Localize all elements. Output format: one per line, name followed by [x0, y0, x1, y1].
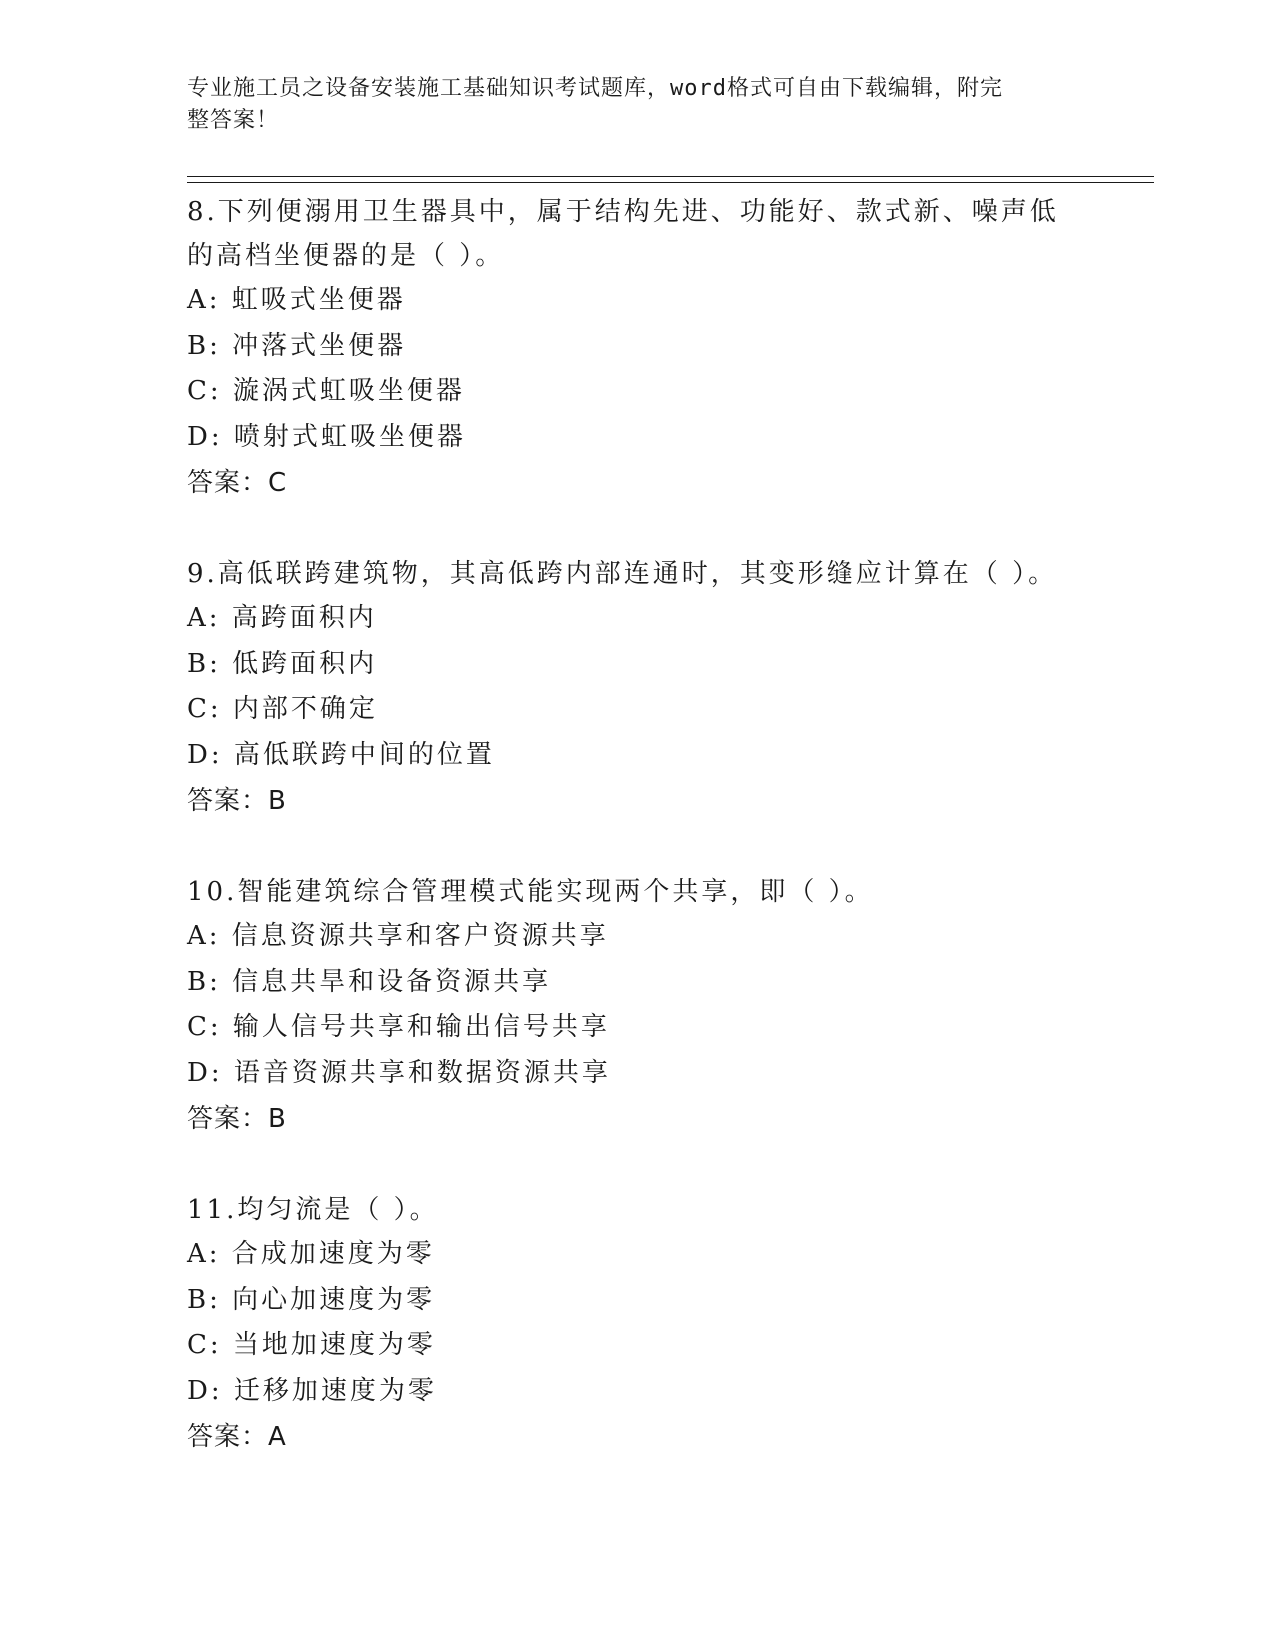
question-9 [187, 552, 1087, 824]
question-spacer [187, 506, 1087, 552]
option-b: B: 信息共旱和设备资源共享 [187, 966, 552, 997]
option-a: A: 高跨面积内 [187, 603, 377, 633]
question-stem: 8.下列便溺用卫生器具中，属于结构先进、功能好、款式新、噪声低 [187, 197, 1059, 227]
question-stem: 11.均匀流是（ ）。 [187, 1195, 439, 1225]
option-d: D: 语音资源共享和数据资源共享 [187, 1057, 611, 1088]
answer-line: 答案：B [187, 1104, 287, 1134]
question-stem: 10.智能建筑综合管理模式能实现两个共享，即（ ）。 [187, 877, 874, 907]
option-a: A: 合成加速度为零 [187, 1239, 435, 1269]
question-8 [187, 190, 1087, 506]
option-b: B: 向心加速度为零 [187, 1284, 436, 1315]
answer-line: 答案：A [187, 1422, 287, 1452]
answer-line: 答案：B [187, 786, 287, 816]
question-stem: 9.高低联跨建筑物，其高低跨内部连通时，其变形缝应计算在（ ）。 [187, 559, 1058, 589]
option-d: D: 迁移加速度为零 [187, 1375, 437, 1406]
option-a: A: 虹吸式坐便器 [187, 285, 406, 315]
option-c: C: 漩涡式虹吸坐便器 [187, 376, 465, 406]
option-d: D: 高低联跨中间的位置 [187, 739, 495, 770]
header-divider-bottom [187, 182, 1154, 183]
option-b: B: 冲落式坐便器 [187, 330, 407, 361]
option-c: C: 内部不确定 [187, 694, 378, 724]
question-spacer [187, 1142, 1087, 1188]
question-stem-continued: 的高档坐便器的是（ ）。 [187, 241, 505, 271]
header-line-2: 整答案！ [187, 108, 280, 133]
document-header [187, 73, 1077, 137]
question-10 [187, 870, 1087, 1142]
option-b: B: 低跨面积内 [187, 648, 378, 679]
question-spacer [187, 824, 1087, 870]
answer-line: 答案：C [187, 468, 288, 498]
option-c: C: 当地加速度为零 [187, 1330, 436, 1360]
option-a: A: 信息资源共享和客户资源共享 [187, 921, 609, 951]
question-11 [187, 1188, 1087, 1460]
option-c: C: 输人信号共享和输出信号共享 [187, 1012, 610, 1042]
question-list [187, 190, 1087, 1460]
header-line-1: 专业施工员之设备安装施工基础知识考试题库，word格式可自由下载编辑，附完 [187, 76, 1003, 101]
header-divider-top [187, 176, 1154, 177]
option-d: D: 喷射式虹吸坐便器 [187, 421, 466, 452]
